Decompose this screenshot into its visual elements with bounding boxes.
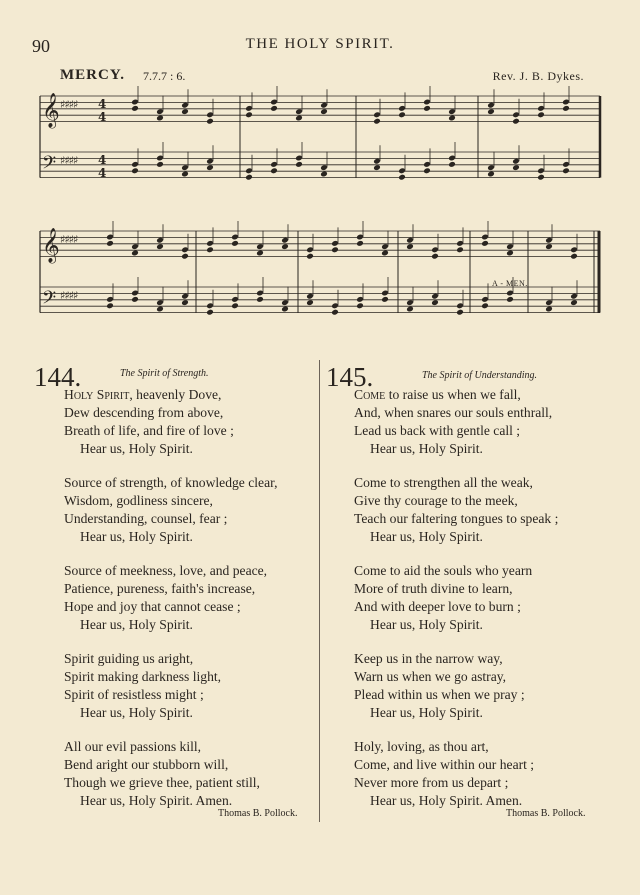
verse-line: Hear us, Holy Spirit.	[80, 529, 193, 544]
note-head	[156, 243, 164, 250]
verse-line: Never more from us depart ;	[354, 775, 509, 790]
running-title: THE HOLY SPIRIT.	[245, 36, 395, 52]
verse-line: Hear us, Holy Spirit.	[370, 617, 483, 632]
verse-line: Spirit making darkness light,	[64, 669, 222, 684]
note-head	[570, 253, 578, 260]
verse	[64, 386, 277, 458]
note-head	[106, 240, 114, 247]
verse	[64, 738, 277, 810]
note-head	[295, 115, 303, 122]
tune-meter: 7.7.7 : 6.	[143, 69, 186, 83]
verse	[354, 386, 558, 458]
note-head	[306, 253, 314, 260]
verse-line: Come to strengthen all the weak,	[354, 475, 533, 490]
verse	[64, 474, 277, 546]
key-signature: ♯♯♯♯	[60, 98, 78, 111]
amen-label: A - MEN.	[492, 279, 528, 288]
hymn-verses	[64, 386, 277, 826]
hymn-verses	[354, 386, 558, 826]
note-head	[481, 302, 489, 309]
note-head	[481, 240, 489, 247]
verse-line: Come, and live within our heart ;	[354, 757, 535, 772]
note-head	[545, 306, 553, 313]
note-head	[181, 253, 189, 260]
verse	[354, 738, 558, 810]
note-head	[545, 243, 553, 250]
note-head	[537, 174, 545, 181]
note-head	[570, 299, 578, 306]
note-head	[106, 302, 114, 309]
verse-line: Hope and joy that cannot cease ;	[64, 599, 241, 614]
note-head	[295, 161, 303, 168]
note-head	[156, 161, 164, 168]
time-signature: 4	[98, 110, 107, 124]
note-head	[373, 164, 381, 171]
note-head	[506, 250, 514, 257]
verse-line: Source of meekness, love, and peace,	[64, 563, 268, 578]
verse-line: Hear us, Holy Spirit.	[80, 617, 193, 632]
verse-line: Patience, pureness, faith's increase,	[64, 581, 256, 596]
note-head	[206, 309, 214, 316]
note-head	[331, 309, 339, 316]
time-signature: 4	[98, 166, 107, 180]
hymn-title: The Spirit of Strength.	[120, 368, 209, 379]
note-head	[320, 171, 328, 178]
note-head	[373, 118, 381, 125]
verse-line: Teach our faltering tongues to speak ;	[354, 511, 559, 526]
note-head	[512, 118, 520, 125]
note-head	[270, 105, 278, 112]
verse	[354, 650, 558, 722]
verse-line: Hear us, Holy Spirit.	[370, 441, 483, 456]
note-head	[487, 171, 495, 178]
note-head	[456, 246, 464, 253]
verse-line: Keep us in the narrow way,	[354, 651, 503, 666]
verse-line: And, when snares our souls enthrall,	[354, 405, 553, 420]
note-head	[506, 296, 514, 303]
verse-line: Source of strength, of knowledge clear,	[64, 475, 278, 490]
note-head	[270, 167, 278, 174]
note-head	[256, 296, 264, 303]
note-head	[206, 164, 214, 171]
verse-line: Hear us, Holy Spirit.	[80, 441, 193, 456]
note-head	[156, 115, 164, 122]
note-head	[245, 111, 253, 118]
verse	[354, 474, 558, 546]
verse-line: Give thy courage to the meek,	[354, 493, 518, 508]
verse-line: More of truth divine to learn,	[354, 581, 513, 596]
music-score	[0, 0, 640, 340]
note-head	[131, 105, 139, 112]
note-head	[181, 108, 189, 115]
verse-line: Spirit of resistless might ;	[64, 687, 204, 702]
tune-composer: Rev. J. B. Dykes.	[492, 69, 584, 83]
verse	[64, 562, 277, 634]
note-head	[356, 302, 364, 309]
hymn-author: Thomas B. Pollock.	[218, 808, 298, 819]
note-head	[406, 243, 414, 250]
note-head	[381, 250, 389, 257]
note-head	[156, 306, 164, 313]
key-signature: ♯♯♯♯	[60, 289, 78, 302]
hymn-author: Thomas B. Pollock.	[506, 808, 586, 819]
note-head	[206, 246, 214, 253]
note-head	[431, 253, 439, 260]
note-head	[423, 167, 431, 174]
note-head	[398, 174, 406, 181]
verse-line: Holy, loving, as thou art,	[354, 739, 489, 754]
note-head	[487, 108, 495, 115]
note-head	[406, 306, 414, 313]
verse-line: Come to raise us when we fall,	[354, 387, 521, 402]
first-word: Holy Spirit,	[64, 387, 133, 402]
verse-line: Understanding, counsel, fear ;	[64, 511, 228, 526]
note-head	[231, 240, 239, 247]
key-signature: ♯♯♯♯	[60, 233, 78, 246]
verse-line: Dew descending from above,	[64, 405, 224, 420]
verse-line: Wisdom, godliness sincere,	[64, 493, 213, 508]
treble-clef: 𝄞	[42, 228, 60, 263]
note-head	[231, 302, 239, 309]
first-word: Come	[354, 387, 386, 402]
verse	[354, 562, 558, 634]
tune-name: MERCY.	[60, 67, 126, 83]
verse-line: Hear us, Holy Spirit.	[80, 705, 193, 720]
verse-line: Spirit guiding us aright,	[64, 651, 194, 666]
page-number: 90	[32, 36, 50, 56]
note-head	[256, 250, 264, 257]
verse-line: And with deeper love to burn ;	[354, 599, 521, 614]
note-head	[281, 243, 289, 250]
verse-line: Hear us, Holy Spirit.	[370, 705, 483, 720]
note-head	[181, 299, 189, 306]
note-head	[562, 167, 570, 174]
note-head	[206, 118, 214, 125]
note-head	[448, 115, 456, 122]
note-head	[456, 309, 464, 316]
note-head	[131, 167, 139, 174]
note-head	[331, 246, 339, 253]
note-head	[131, 250, 139, 257]
note-head	[398, 111, 406, 118]
note-head	[181, 171, 189, 178]
note-head	[431, 299, 439, 306]
treble-clef: 𝄞	[42, 93, 60, 128]
verse-line: Hear us, Holy Spirit. Amen.	[80, 793, 233, 808]
note-head	[281, 306, 289, 313]
verse-line: Plead within us when we pray ;	[354, 687, 525, 702]
hymn-title: The Spirit of Understanding.	[422, 370, 538, 381]
verse-line: All our evil passions kill,	[64, 739, 202, 754]
verse-line: Holy Spirit, heavenly Dove,	[64, 387, 222, 402]
key-signature: ♯♯♯♯	[60, 154, 78, 167]
note-head	[356, 240, 364, 247]
note-head	[131, 296, 139, 303]
note-head	[423, 105, 431, 112]
verse-line: Warn us when we go astray,	[354, 669, 507, 684]
time-signature: 4	[98, 97, 107, 111]
bass-clef: 𝄢	[42, 288, 57, 313]
note-head	[306, 299, 314, 306]
note-head	[381, 296, 389, 303]
time-signature: 4	[98, 153, 107, 167]
verse-line: Come to aid the souls who yearn	[354, 563, 533, 578]
hymn-number: 144.	[34, 362, 82, 392]
verse-line: Though we grieve thee, patient still,	[64, 775, 260, 790]
note-head	[562, 105, 570, 112]
column-divider	[319, 360, 320, 822]
note-head	[512, 164, 520, 171]
verse-line: Hear us, Holy Spirit. Amen.	[370, 793, 523, 808]
note-head	[537, 111, 545, 118]
bass-clef: 𝄢	[42, 153, 57, 178]
note-head	[245, 174, 253, 181]
verse-line: Bend aright our stubborn will,	[64, 757, 229, 772]
hymn-number: 145.	[326, 362, 374, 392]
verse-line: Lead us back with gentle call ;	[354, 423, 521, 438]
verse-line: Breath of life, and fire of love ;	[64, 423, 234, 438]
note-head	[448, 161, 456, 168]
note-head	[320, 108, 328, 115]
verse	[64, 650, 277, 722]
verse-line: Hear us, Holy Spirit.	[370, 529, 483, 544]
